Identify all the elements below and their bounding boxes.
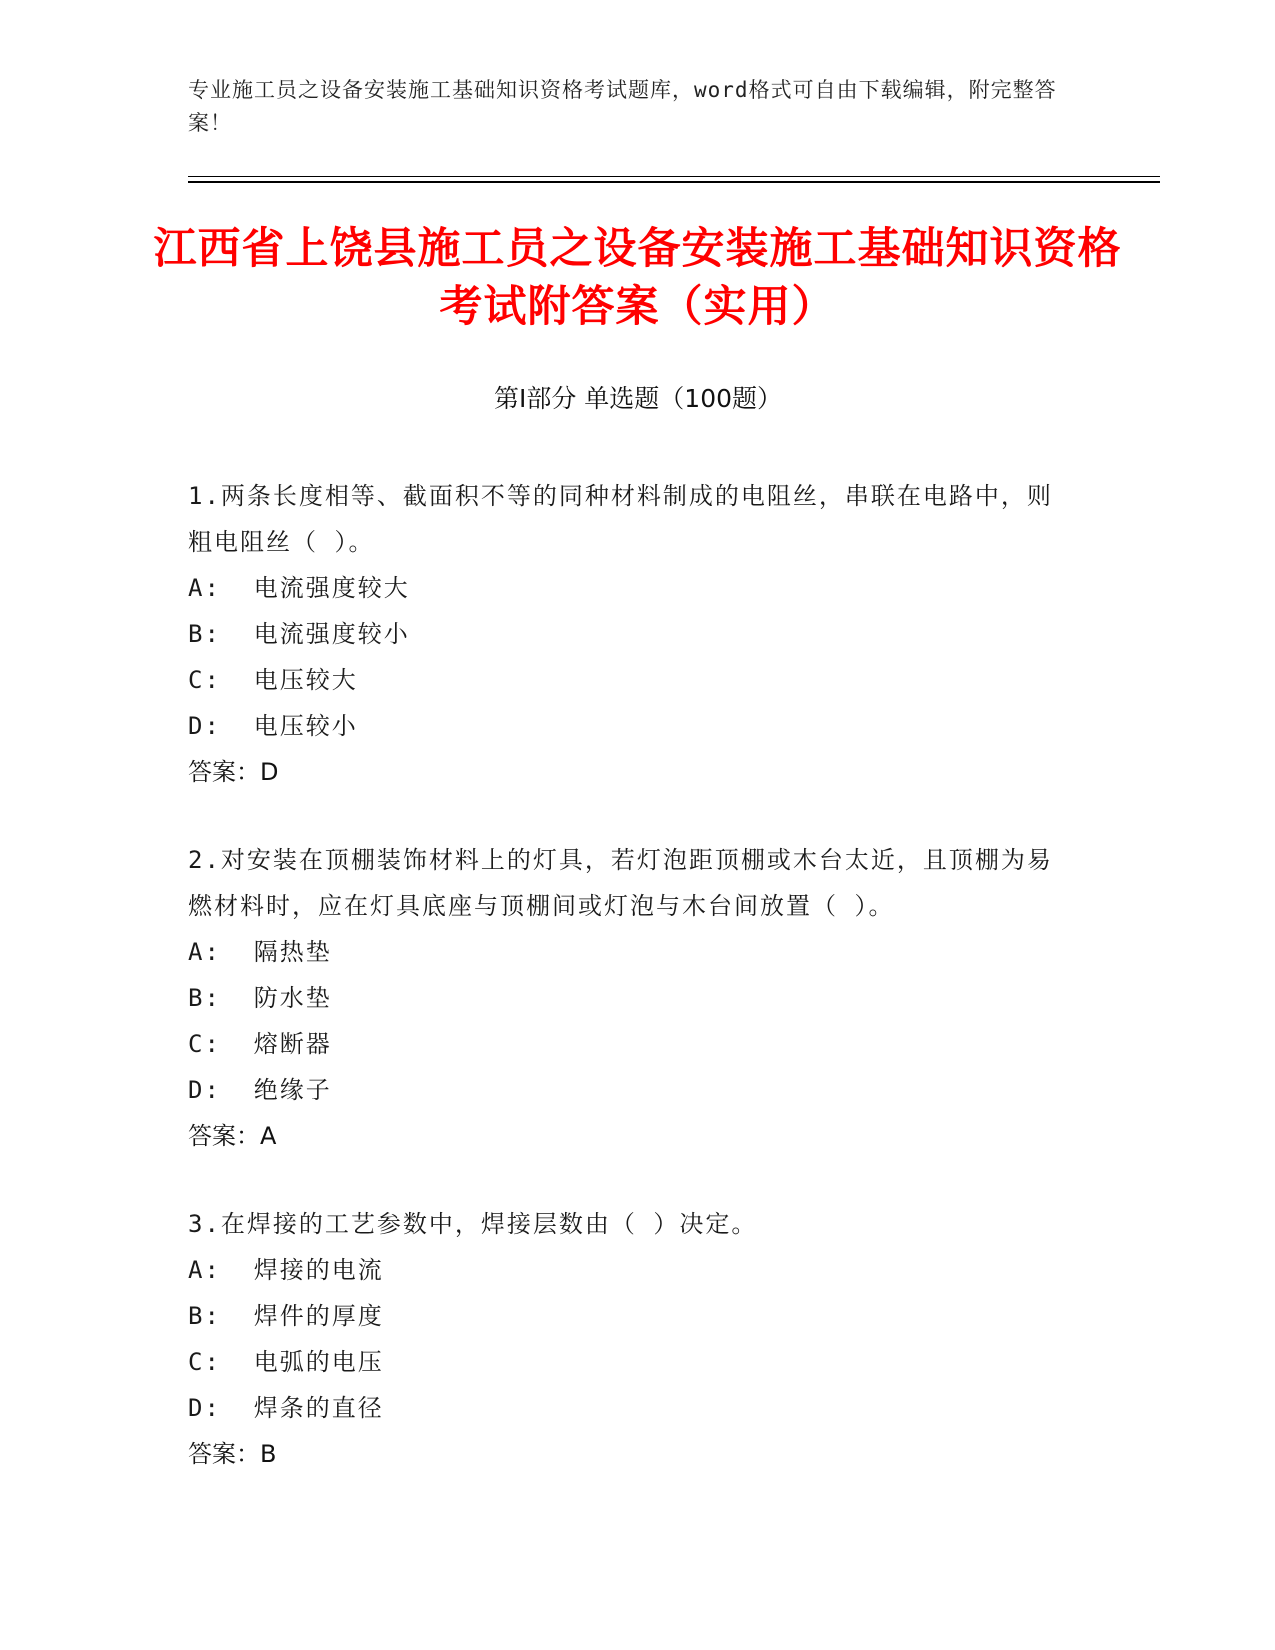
option-c: C: 电弧的电压 (188, 1348, 384, 1376)
option-b: B: 电流强度较小 (188, 620, 410, 648)
option-a: A: 焊接的电流 (188, 1256, 384, 1284)
header-note: 专业施工员之设备安装施工基础知识资格考试题库，word格式可自由下载编辑，附完整答案！ (188, 78, 1057, 135)
header-divider-thin (188, 176, 1160, 177)
question-stem: 2.对安装在顶棚装饰材料上的灯具，若灯泡距顶棚或木台太近，且顶棚为易燃材料时，应在灯具底座与顶棚间或灯泡与木台间放置（ ）。 (188, 846, 1053, 920)
answer-line: 答案：A (188, 1122, 277, 1150)
answer-line: 答案：B (188, 1440, 277, 1468)
question-stem: 3.在焊接的工艺参数中，焊接层数由（ ）决定。 (188, 1210, 758, 1238)
question-stem: 1.两条长度相等、截面积不等的同种材料制成的电阻丝，串联在电路中，则粗电阻丝（ ）。 (188, 482, 1053, 556)
option-c: C: 熔断器 (188, 1030, 332, 1058)
option-d: D: 焊条的直径 (188, 1394, 384, 1422)
option-b: B: 防水垫 (188, 984, 332, 1012)
document-title: 江西省上饶县施工员之设备安装施工基础知识资格考试附答案（实用） (153, 224, 1122, 332)
answer-line: 答案：D (188, 758, 279, 786)
section-heading: 第Ⅰ部分 单选题（100题） (493, 384, 783, 413)
question-list (188, 473, 1068, 1519)
header-divider-thick (188, 181, 1160, 183)
question-1 (188, 473, 1068, 795)
option-b: B: 焊件的厚度 (188, 1302, 384, 1330)
option-d: D: 电压较小 (188, 712, 358, 740)
option-d: D: 绝缘子 (188, 1076, 332, 1104)
question-2 (188, 837, 1068, 1159)
question-3 (188, 1201, 1068, 1477)
option-c: C: 电压较大 (188, 666, 358, 694)
option-a: A: 隔热垫 (188, 938, 332, 966)
option-a: A: 电流强度较大 (188, 574, 410, 602)
